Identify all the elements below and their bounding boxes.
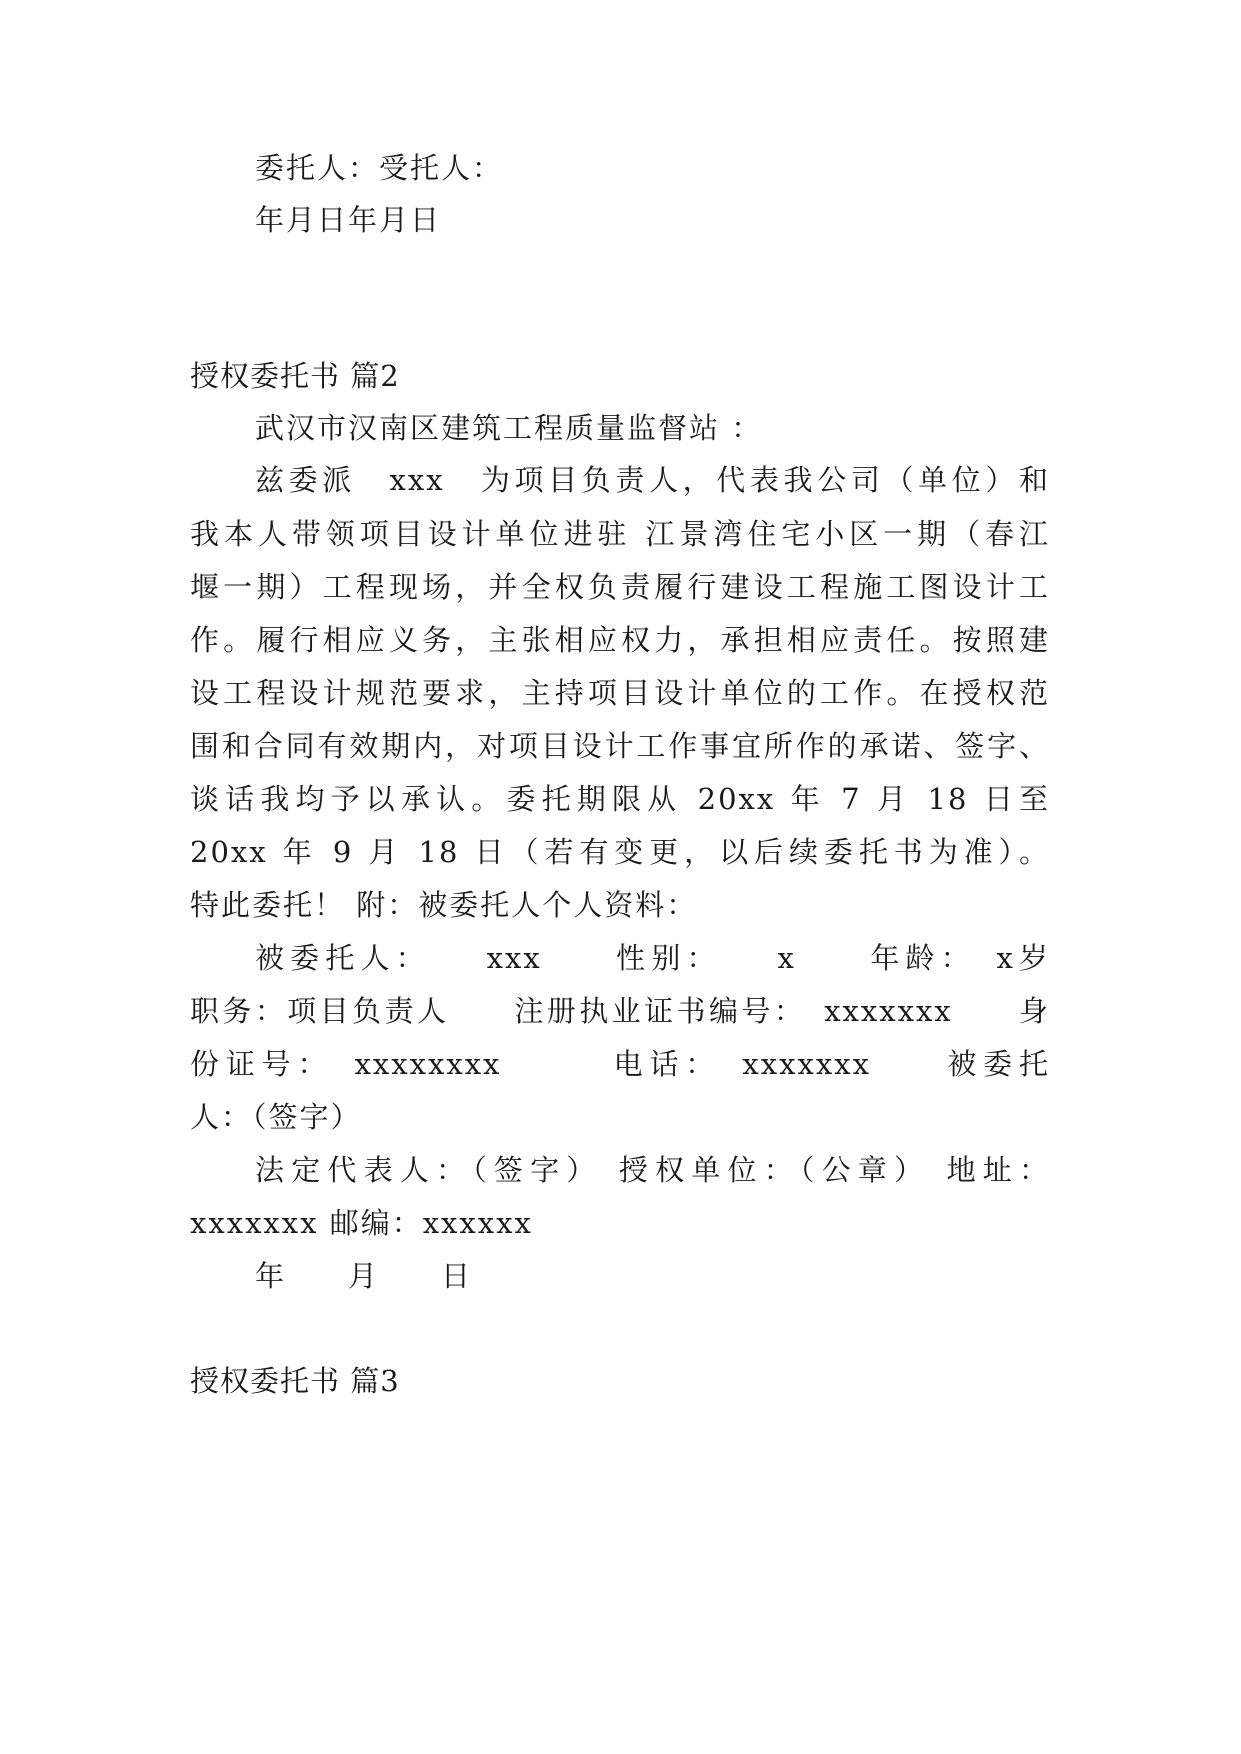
body-paragraph-line: 特此委托！ 附：被委托人个人资料：: [190, 888, 698, 922]
delegate-info-line: 人：（签字）: [190, 1100, 362, 1134]
date-line: 年 月 日: [255, 1259, 473, 1293]
body-paragraph-line: 谈话我均予以承认。委托期限从 20xx 年 7 月 18 日至: [190, 782, 1050, 816]
recipient-line: 武汉市汉南区建筑工程质量监督站 ：: [255, 411, 763, 445]
body-paragraph-line: 兹委派 xxx 为项目负责人，代表我公司（单位）和: [255, 463, 1050, 497]
body-paragraph-line: 设工程设计规范要求，主持项目设计单位的工作。在授权范: [190, 676, 1050, 710]
body-paragraph-line: 作。履行相应义务，主张相应权力，承担相应责任。按照建: [190, 623, 1050, 657]
body-paragraph-line: 围和合同有效期内，对项目设计工作事宜所作的承诺、签字、: [190, 729, 1050, 763]
delegate-info-line: 被委托人： xxx 性别： x 年龄： x岁: [255, 941, 1050, 975]
signature-date-line: 年月日年月日: [255, 203, 442, 237]
body-paragraph-line: 堰一期）工程现场，并全权负责履行建设工程施工图设计工: [190, 570, 1050, 604]
section-heading-3: 授权委托书 篇3: [190, 1364, 400, 1398]
section-heading-2: 授权委托书 篇2: [190, 359, 400, 393]
signature-parties-line: 委托人：受托人：: [255, 151, 504, 185]
authorizer-info-line: xxxxxxx 邮编：xxxxxx: [190, 1206, 533, 1240]
body-paragraph-line: 我本人带领项目设计单位进驻 江景湾住宅小区一期（春江: [190, 517, 1050, 551]
authorizer-info-line: 法定代表人：（签字） 授权单位：（公章） 地址：: [255, 1153, 1050, 1187]
body-paragraph-line: 20xx 年 9 月 18 日（若有变更，以后续委托书为准）。: [190, 835, 1050, 869]
delegate-info-line: 职务：项目负责人 注册执业证书编号： xxxxxxx 身: [190, 994, 1050, 1028]
delegate-info-line: 份证号： xxxxxxxx 电话： xxxxxxx 被委托: [190, 1047, 1050, 1081]
